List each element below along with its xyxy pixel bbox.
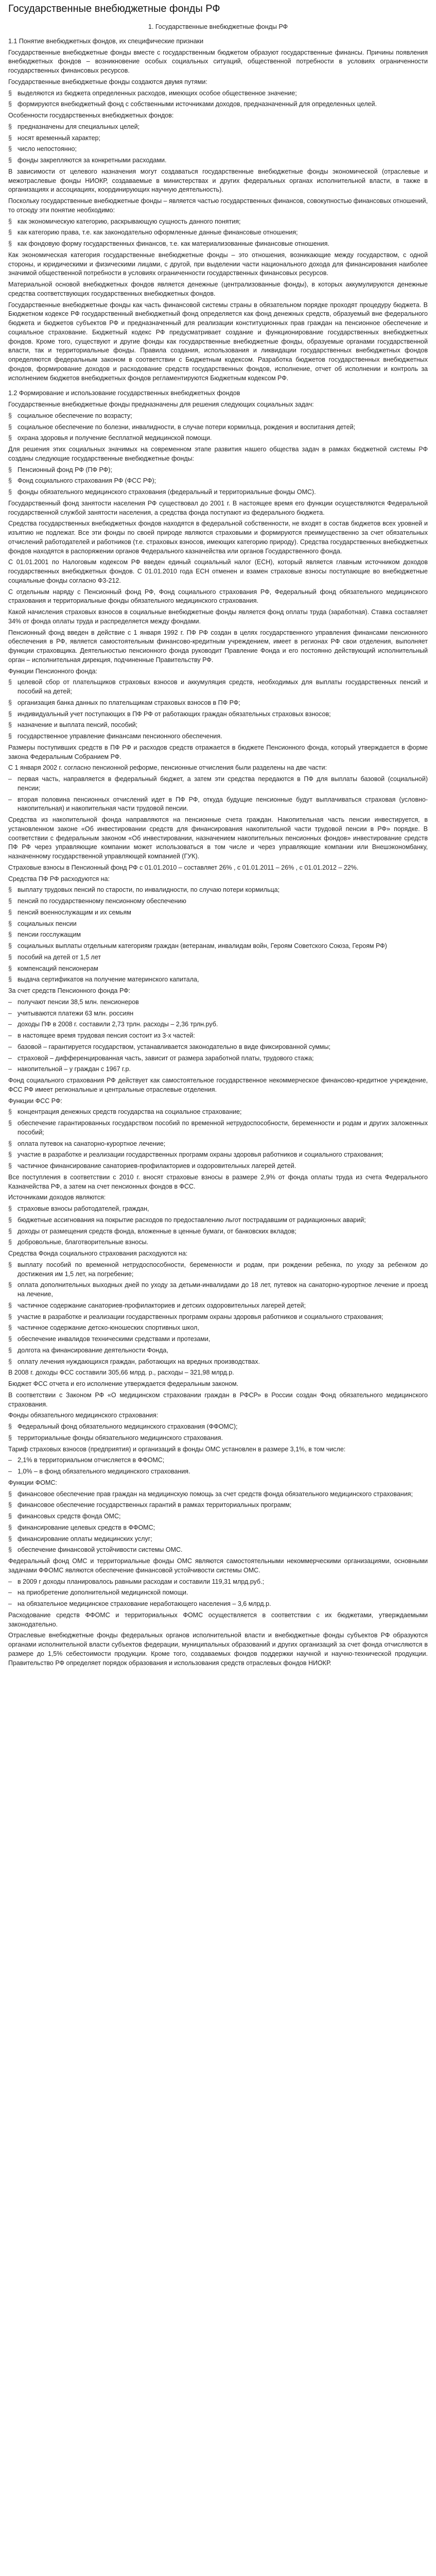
list-item <box>8 1065 428 1074</box>
paragraph: Источниками доходов являются: <box>8 1194 106 1201</box>
list-marker: § <box>8 89 12 97</box>
list-item-text: оплату лечения нуждающихся граждан, работающих на вредных производствах. <box>18 1358 260 1365</box>
list-item <box>8 1205 428 1214</box>
list-item <box>8 1119 428 1138</box>
list-item-text: концентрация денежных средств государства на социальное страхование; <box>18 1108 242 1116</box>
list-item-text: территориальные фонды обязательного медицинского страхования. <box>18 1434 223 1442</box>
list-item <box>8 1523 428 1533</box>
list-item <box>8 1150 428 1160</box>
list-marker: – <box>8 1054 12 1062</box>
list-marker: § <box>8 1335 12 1343</box>
list-marker: § <box>8 1281 12 1289</box>
list-item <box>8 412 428 421</box>
list-item-text: страховой – дифференцированная часть, зависит от размера заработной платы, трудового стажа; <box>18 1054 314 1062</box>
list-item-text: выдача сертификатов на получение материнского капитала, <box>18 976 199 984</box>
list-item <box>8 1281 428 1299</box>
list-item <box>8 953 428 962</box>
list-item-text: выплату пособий по временной нетрудоспособности, беременности и родам, при рождении ребенка, по уходу за ребенком до достижения им 1,5 лет, на погребение; <box>18 1261 428 1278</box>
list-item-text: долгота на финансирование деятельности Фонда, <box>18 1346 168 1354</box>
list-item <box>8 930 428 940</box>
list-marker: – <box>8 1043 12 1050</box>
list-marker: § <box>8 1434 12 1442</box>
list-item <box>8 134 428 143</box>
list-item <box>8 477 428 486</box>
list-marker: – <box>8 1009 12 1017</box>
list-item-text: финансирование целевых средств в ФФОМС; <box>18 1523 155 1531</box>
list-item-text: финансирование оплаты медицинских услуг; <box>18 1535 152 1543</box>
paragraph: Особенности государственных внебюджетных фондов: <box>8 112 174 119</box>
list-marker: § <box>8 1140 12 1147</box>
list-item <box>8 1031 428 1041</box>
list-item <box>8 1301 428 1311</box>
list-item <box>8 975 428 985</box>
list-marker: § <box>8 942 12 950</box>
list-item-text: в 2009 г доходы планировалось равными расходам и составили 119,31 млрд.руб.; <box>18 1578 265 1585</box>
document-body <box>8 23 428 1668</box>
list-item-text: фонды закрепляются за конкретными расходами. <box>18 157 167 164</box>
paragraph: Какой начисления страховых взносов в социальные внебюджетные фонды является фонд оплаты труда (заработная). Ставка составляет 34% от фонда оплаты труда и распределяется между фондами. <box>8 608 428 625</box>
list-marker: – <box>8 1578 12 1585</box>
list-marker: – <box>8 1600 12 1607</box>
list-item-text: государственное управление финансами пенсионного обеспечения. <box>18 733 222 740</box>
list-item-text: обеспечение инвалидов техническими средствами и протезами, <box>18 1335 211 1343</box>
paragraph: С 1 января 2002 г. согласно пенсионной реформе, пенсионные отчисления были разделены на две части: <box>8 764 327 772</box>
list-marker: § <box>8 100 12 108</box>
list-item-text: социальное обеспечение по болезни, инвалидности, в случае потери кормильца, рождения и воспитания детей; <box>18 423 356 431</box>
list-marker: § <box>8 134 12 142</box>
list-item <box>8 1227 428 1236</box>
list-item-text: формируются внебюджетный фонд с собственными источниками доходов, предназначенный для определенных целей. <box>18 100 377 108</box>
list-marker: § <box>8 1227 12 1235</box>
list-marker: § <box>8 1535 12 1543</box>
list-item <box>8 1054 428 1063</box>
list-item-text: первая часть, направляется в федеральный бюджет, а затем эти средства передаются в ПФ для выплаты базовой (социальной) пенсии; <box>18 775 428 792</box>
list-marker: § <box>8 434 12 442</box>
list-item-text: добровольные, благотворительные взносы. <box>18 1239 149 1246</box>
list-item-text: оплата дополнительных выходных дней по уходу за детьми-инвалидами до 18 лет, путевок на санаторно-курортное лечение и проезд на лечение, <box>18 1281 428 1298</box>
list-marker: § <box>8 1358 12 1365</box>
paragraph: Средства государственных внебюджетных фондов находятся в федеральной собственности, не входят в состав бюджетов всех уровней и изъятию не подлежат. Все эти фонды по своей природе являются страховыми и формируются преимущественно за счет обязательных отчислений работодателей и работников (т.е. страховых взносов, имеющих категорию природу). Средства государственных внебюджетных фондов находятся в распоряжении органов Федерального казначейства или органов Государственного фонда. <box>8 520 428 555</box>
list-item-text: число непостоянно; <box>18 145 77 153</box>
list-marker: § <box>8 931 12 939</box>
list-item <box>8 678 428 697</box>
paragraph: Государственные внебюджетные фонды вместе с государственным бюджетом образуют государственные финансы. Причины появления внебюджетных фондов – возникновение особых социальных ситуаций, общественной потребности в условиях ограниченности государственных финансовых ресурсов. <box>8 48 428 74</box>
list-marker: § <box>8 1513 12 1520</box>
list-item-text: учитываются платежи 63 млн. россиян <box>18 1009 134 1017</box>
list-marker: § <box>8 1313 12 1320</box>
list-marker: – <box>8 1468 12 1475</box>
list-marker: § <box>8 1490 12 1498</box>
paragraph: За счет средств Пенсионного фонда РФ: <box>8 987 131 994</box>
list-item <box>8 942 428 951</box>
list-item-text: как категорию права, т.е. как законодательно оформленные данные финансовые отношения; <box>18 229 298 236</box>
list-item-text: частичное содержание детско-юношеских спортивных школ, <box>18 1324 199 1332</box>
list-item-text: компенсаций пенсионерам <box>18 964 98 972</box>
list-item <box>8 1261 428 1279</box>
list-marker: § <box>8 1546 12 1554</box>
list-item <box>8 1238 428 1247</box>
list-item-text: в настоящее время трудовая пенсия состоит из 3-х частей: <box>18 1032 195 1039</box>
list-item <box>8 710 428 719</box>
list-item-text: базовой – гарантируется государством, устанавливается законодательно в виде фиксированной суммы; <box>18 1043 330 1050</box>
list-item <box>8 1456 428 1465</box>
list-item <box>8 732 428 741</box>
list-item-text: Федеральный фонд обязательного медицинского страхования (ФФОМС); <box>18 1423 238 1430</box>
paragraph: В 2008 г. доходы ФСС составили 305,66 млрд. р., расходы – 321,98 млрд.р. <box>8 1369 234 1377</box>
list-item <box>8 1335 428 1344</box>
list-marker: § <box>8 1301 12 1309</box>
list-item-text: доходы ПФ в 2008 г. составили 2,73 трлн. расходы – 2,36 трлн.руб. <box>18 1021 218 1028</box>
list-item <box>8 699 428 708</box>
list-marker: § <box>8 123 12 130</box>
list-item-text: частичное финансирование санаториев-профилакториев и оздоровительных лагерей детей. <box>18 1162 297 1170</box>
list-item <box>8 775 428 793</box>
section-heading: 1. Государственные внебюджетные фонды РФ <box>148 23 288 30</box>
section-heading: 1.1 Понятие внебюджетных фондов, их специфические признаки <box>8 37 204 45</box>
list-item-text: назначение и выплата пенсий, пособий; <box>18 721 138 729</box>
list-marker: § <box>8 1205 12 1212</box>
list-marker: § <box>8 1501 12 1509</box>
list-item <box>8 1600 428 1609</box>
list-marker: § <box>8 1162 12 1170</box>
list-item-text: Пенсионный фонд РФ (ПФ РФ); <box>18 466 112 473</box>
list-item <box>8 466 428 475</box>
list-item-text: Фонд социального страхования РФ (ФСС РФ); <box>18 477 156 485</box>
list-marker: § <box>8 1423 12 1430</box>
list-item <box>8 1588 428 1598</box>
list-item <box>8 217 428 227</box>
list-item <box>8 998 428 1007</box>
list-item-text: выплату трудовых пенсий по старости, по инвалидности, по случаю потери кормильца; <box>18 886 280 894</box>
list-item <box>8 1467 428 1477</box>
list-item-text: пенсий по государственному пенсионному обеспечению <box>18 897 186 905</box>
list-item-text: доходы от размещения средств фонда, вложенные в ценные бумаги, от банковских вкладов; <box>18 1227 297 1235</box>
list-item <box>8 721 428 730</box>
list-item <box>8 1009 428 1019</box>
list-item-text: участие в разработке и реализации государственных программ охраны здоровья работников и социального страхования; <box>18 1151 383 1159</box>
list-item-text: носят временный характер; <box>18 134 100 142</box>
list-item <box>8 1434 428 1443</box>
paragraph: В зависимости от целевого назначения могут создаваться государственные внебюджетные фонды экономической (отраслевые и межотраслевые фонды НИОКР, создаваемые в министерствах и других федеральных органах исполнительной власти, в также в организациях и ассоциациях, координирующих научную деятельность). <box>8 167 428 194</box>
list-item <box>8 1020 428 1029</box>
list-marker: § <box>8 908 12 916</box>
paragraph: Материальной основой внебюджетных фондов является денежные (централизованные фонды), в которых аккумулируются денежные средства соответствующих государственных внебюджетных фондов. <box>8 281 428 297</box>
list-item <box>8 795 428 814</box>
paragraph: Функции ФОМС: <box>8 1479 57 1486</box>
paragraph: Поскольку государственные внебюджетные фонды – является частью государственных финансов, совокупностью финансовых отношений, то отсюду эти понятие необходимо: <box>8 197 428 214</box>
list-marker: § <box>8 1261 12 1268</box>
list-item-text: оплата путевок на санаторно-курортное лечение; <box>18 1140 166 1147</box>
list-item-text: обеспечение гарантированных государством пособий по временной нетрудоспособности, беременности и родам и других заложенных пособий; <box>18 1120 428 1136</box>
list-item <box>8 1578 428 1587</box>
list-item-text: выделяются из бюджета определенных расходов, имеющих особое общественное значение; <box>18 89 297 97</box>
list-marker: – <box>8 795 12 803</box>
list-marker: § <box>8 1324 12 1332</box>
list-marker: § <box>8 920 12 927</box>
list-item-text: как фондовую форму государственных финансов, т.е. как материализованные финансовые отношения. <box>18 240 329 247</box>
list-item <box>8 228 428 238</box>
list-item-text: пенсий военнослужащим и их семьям <box>18 908 131 916</box>
paragraph: С отдельным наряду с Пенсионный фонд РФ, Фонд социального страхования РФ, Федеральный фонд обязательного медицинского страхования и территориальные фонды обязательного медицинского страхования. <box>8 588 428 605</box>
list-item-text: 1,0% – в фонд обязательного медицинского страхования. <box>18 1468 190 1475</box>
list-item-text: бюджетные ассигнования на покрытие расходов по предоставлению льгот пострадавшим от радиационных аварий; <box>18 1216 366 1224</box>
list-item-text: на обязательное медицинское страхование неработающего населения – 3,6 млрд.р. <box>18 1600 271 1607</box>
list-marker: – <box>8 1589 12 1597</box>
list-item <box>8 1216 428 1225</box>
list-marker: § <box>8 897 12 905</box>
paragraph: С 01.01.2001 по Налоговым кодексом РФ введен единый социальный налог (ЕСН), который является главным источником доходов государственных внебюджетных фондов. С 01.01.2010 года ЕСН отменен и взамен страховые взносы поступающие во внебюджетные социальные фонды согласно Ф3-212. <box>8 558 428 584</box>
list-marker: § <box>8 1216 12 1224</box>
paragraph: Бюджет ФСС отчета и его исполнение утверждается федеральным законом. <box>8 1380 239 1387</box>
list-item-text: пенсии госслужащим <box>18 931 81 939</box>
list-marker: § <box>8 733 12 740</box>
list-marker: § <box>8 1120 12 1127</box>
list-item <box>8 1546 428 1555</box>
list-marker: § <box>8 145 12 153</box>
list-marker: § <box>8 1239 12 1246</box>
paragraph: Государственные внебюджетные фонды создаются двумя путями: <box>8 78 207 86</box>
paragraph: Для решения этих социальных значимых на современном этапе развития нашего общества задач в рамках бюджетной системы РФ созданы следующие государственные внебюджетные фонды: <box>8 446 428 462</box>
list-marker: – <box>8 1456 12 1464</box>
paragraph: Фонд социального страхования РФ действует как самостоятельное государственное некоммерческое финансово-кредитное учреждение, ФСС РФ имеет региональные и центральные отраслевые отделения. <box>8 1077 428 1093</box>
paragraph: Государственные внебюджетные фонды как часть финансовой системы страны в обязательном порядке проходят процедуру бюджета. В Бюджетном кодексе РФ государственный внебюджетный фонд определяется как фонд денежных средств, образуемый вне федерального бюджета и бюджетов субъектов РФ и предназначенный для реализации конституционных прав граждан на пенсионное обеспечение и социальное страхование. Бюджетный кодекс РФ предусматривает создание и функционирование государственных внебюджетных фондов. Кроме того, существуют и другие фонды как государственные внебюджетные фонды, образуемые органами государственной власти, так и территориальные фонды. Правила создания, использования и ликвидации государственных внебюджетных фондов определяются федеральным законом в соответствии с Бюджетным кодексом. Разработка бюджетов государственных внебюджетных фондов, формирование доходов и расходование средств государственных фондов, исполнение, отчет об исполнении и контроль за исполнением бюджетов внебюджетных фондов регламентируются Бюджетным кодексом РФ. <box>8 301 428 382</box>
list-item-text: частичное содержание санаториев-профилакториев и детских оздоровительных лагерей детей; <box>18 1301 306 1309</box>
list-item-text: как экономическую категорию, раскрывающую сущность данного понятия; <box>18 217 241 225</box>
list-item <box>8 1358 428 1367</box>
page-title: Государственные внебюджетные фонды РФ <box>8 3 220 14</box>
paragraph: Федеральный фонд ОМС и территориальные фонды ОМС являются самостоятельными некоммерческими организациями, основными задачами ФФОМС являются обеспечение финансовой устойчивости системы ОМС. <box>8 1557 428 1574</box>
list-marker: § <box>8 699 12 706</box>
list-item-text: финансовых средств фонда ОМС; <box>18 1513 121 1520</box>
list-item-text: 2,1% в территориальном отчисляется в ФФОМС; <box>18 1456 165 1464</box>
list-marker: § <box>8 412 12 419</box>
paragraph: Пенсионный фонд введен в действие с 1 января 1992 г. ПФ РФ создан в целях государственного управления финансами пенсионного обеспечения в РФ, является самостоятельным финансово-кредитным учреждением, имеет в регионах РФ свои отделения, выполняет функции страховщика. Деятельностью пенсионного фонда руководит Правление Фонда и его постоянно действующий исполнительный орган – исполнительная дирекция, подчиненные Правительству РФ. <box>8 629 428 664</box>
list-marker: § <box>8 710 12 718</box>
list-item <box>8 908 428 918</box>
list-marker: § <box>8 1523 12 1531</box>
list-marker: § <box>8 976 12 984</box>
list-marker: § <box>8 1346 12 1354</box>
list-marker: § <box>8 721 12 729</box>
list-item <box>8 1346 428 1355</box>
paragraph: Расходование средств ФФОМС и территориальных ФОМС осуществляется в соответствии с их бюджетами, утверждаемыми законодательно. <box>8 1611 428 1628</box>
list-item <box>8 1043 428 1052</box>
list-marker: § <box>8 240 12 247</box>
list-marker: § <box>8 488 12 496</box>
list-item <box>8 1490 428 1499</box>
list-item-text: финансовое обеспечение государственных гарантий в рамках территориальных программ; <box>18 1501 292 1509</box>
list-marker: § <box>8 157 12 164</box>
list-marker: § <box>8 477 12 485</box>
list-item-text: предназначены для специальных целей; <box>18 123 140 130</box>
list-marker: § <box>8 886 12 894</box>
list-marker: § <box>8 217 12 225</box>
paragraph: Функции Пенсионного фонда: <box>8 667 98 675</box>
list-item-text: пособий на детей от 1,5 лет <box>18 953 101 961</box>
list-marker: – <box>8 998 12 1006</box>
paragraph: Размеры поступивших средств в ПФ РФ и расходов средств отражается в бюджете Пенсионного фонда, который утверждается в форме закона Федеральным Собранием РФ. <box>8 743 428 760</box>
list-item <box>8 1422 428 1432</box>
list-item-text: социальных пенсии <box>18 920 77 927</box>
list-marker: § <box>8 1151 12 1159</box>
section-heading: 1.2 Формирование и использование государственных внебюджетных фондов <box>8 389 240 397</box>
list-item-text: целевой сбор от плательщиков страховых взносов и аккумуляция средств, необходимых для выплаты государственных пенсий и пособий на детей; <box>18 679 428 695</box>
list-item-text: на приобретение дополнительной медицинской помощи. <box>18 1589 188 1597</box>
list-marker: § <box>8 466 12 473</box>
list-marker: § <box>8 679 12 686</box>
list-item-text: участие в разработке и реализации государственных программ охраны здоровья работников и социального страхования; <box>18 1313 383 1320</box>
list-item-text: финансовое обеспечение прав граждан на медицинскую помощь за счет средств фонда обязательного медицинского страхования; <box>18 1490 413 1498</box>
paragraph: Как экономическая категория государственные внебюджетные фонды – это отношения, возникающие между государством, с одной стороны, и юридическими и физическими лицами, с другой, при выделении части национального дохода для финансирования наиболее значимой общественной потребности в условиях ограниченности государственных финансовых ресурсов. <box>8 251 428 277</box>
list-marker: – <box>8 775 12 783</box>
list-item <box>8 1108 428 1117</box>
list-item <box>8 920 428 929</box>
list-item <box>8 100 428 109</box>
paragraph: Средства ПФ РФ расходуются на: <box>8 875 110 883</box>
list-item-text: страховые взносы работодателей, граждан, <box>18 1205 149 1212</box>
list-item <box>8 123 428 132</box>
list-marker: – <box>8 1065 12 1073</box>
list-item <box>8 1501 428 1510</box>
list-item <box>8 1324 428 1333</box>
paragraph: Функции ФСС РФ: <box>8 1097 62 1105</box>
paragraph: Все поступления в соответствии с 2010 г. вносят страховые взносы в размере 2,9% от фонда оплаты труда из счета Федерального Казначейства РФ, а затем на счет пенсионных фондов в ФСС. <box>8 1173 428 1190</box>
paragraph: Государственный фонд занятости населения РФ существовал до 2001 г. В настоящее время его функции осуществляются Федеральной государственной службой занятости населения, а средства фонда поступают из федерального бюджета. <box>8 499 428 516</box>
list-item-text: социальных выплаты отдельным категориям граждан (ветеранам, инвалидам войн, Героям Советского Союза, Героям РФ) <box>18 942 387 950</box>
paragraph: Государственные внебюджетные фонды предназначены для решения следующих социальных задач: <box>8 401 314 408</box>
list-item <box>8 488 428 497</box>
list-item-text: вторая половина пенсионных отчислений идет в ПФ РФ, откуда будущие пенсионные будут выплачиваться страховая (условно-накопительная) и накопительная части трудовой пенсии. <box>18 795 428 812</box>
list-marker: § <box>8 229 12 236</box>
list-item <box>8 89 428 98</box>
list-item-text: социальное обеспечение по возрасту; <box>18 412 132 419</box>
list-item-text: фонды обязательного медицинского страхования (федеральный и территориальные фонды ОМС). <box>18 488 316 496</box>
list-item <box>8 240 428 249</box>
list-marker: § <box>8 423 12 431</box>
list-item-text: организация банка данных по плательщикам страховых взносов в ПФ РФ; <box>18 699 240 706</box>
list-item <box>8 897 428 906</box>
list-item <box>8 964 428 974</box>
list-item-text: получают пенсии 38,5 млн. пенсионеров <box>18 998 139 1006</box>
list-item <box>8 434 428 443</box>
list-item-text: индивидуальный учет поступающих в ПФ РФ от работающих граждан обязательных страховых взносов; <box>18 710 331 718</box>
list-item <box>8 1162 428 1171</box>
paragraph: Страховые взносы в Пенсионный фонд РФ с 01.01.2010 – составляет 26% , с 01.01.2011 – 26% , с 01.01.2012 – 22%. <box>8 863 359 871</box>
list-item <box>8 1535 428 1544</box>
list-item <box>8 1313 428 1322</box>
list-item-text: накопительной – у граждан с 1967 г.р. <box>18 1065 131 1073</box>
list-marker: – <box>8 1032 12 1039</box>
list-item-text: охрана здоровья и получение бесплатной медицинской помощи. <box>18 434 212 442</box>
list-marker: § <box>8 953 12 961</box>
paragraph: Отраслевые внебюджетные фонды федеральных органов исполнительной власти и внебюджетные фонды субъектов РФ образуются органами исполнительной власти субъектов федерации, муниципальных образований и других организаций за счет фонда отчисляются в размере до 1,5% себестоимости продукции. Кроме того, создаваемых фондов поддержки научной и научно-технической продукции. Правительство РФ определяет порядок образования и использования средств отраслевых фондов НИОКР. <box>8 1632 428 1667</box>
list-item <box>8 886 428 895</box>
paragraph: В соответствии с Законом РФ «О медицинском страховании граждан в РФСР» в России создан Фонд обязательного медицинского страхования. <box>8 1391 428 1408</box>
list-item <box>8 423 428 432</box>
paragraph: Средства Фонда социального страхования расходуются на: <box>8 1250 188 1257</box>
list-item <box>8 156 428 165</box>
list-marker: § <box>8 1108 12 1116</box>
list-item-text: обеспечение финансовой устойчивости системы ОМС. <box>18 1546 183 1554</box>
list-item <box>8 1512 428 1521</box>
list-item <box>8 145 428 154</box>
paragraph: Тариф страховых взносов (предприятия) и организаций в фонды ОМС установлен в размере 3,1%, в том числе: <box>8 1445 346 1453</box>
paragraph: Фонды обязательного медицинского страхования: <box>8 1412 159 1419</box>
list-marker: – <box>8 1021 12 1028</box>
list-item <box>8 1140 428 1149</box>
paragraph: Средства из накопительной фонда направляются на пенсионные счета граждан. Накопительная часть пенсии инвестируется, в установленном законе «Об инвестировании средств для финансирования накопительной части трудовой пенсии в РФ» порядке. В соответствии с федеральным законом «Об инвестировании, назначением накопительных пенсионных фондов» инвестирование средств ПФ РФ через управляющие компании может использоваться в том числе и через управляющие компании или Внешэкономбанку, назначенному государственной управляющей компанией (ГУК). <box>8 816 428 860</box>
list-marker: § <box>8 964 12 972</box>
